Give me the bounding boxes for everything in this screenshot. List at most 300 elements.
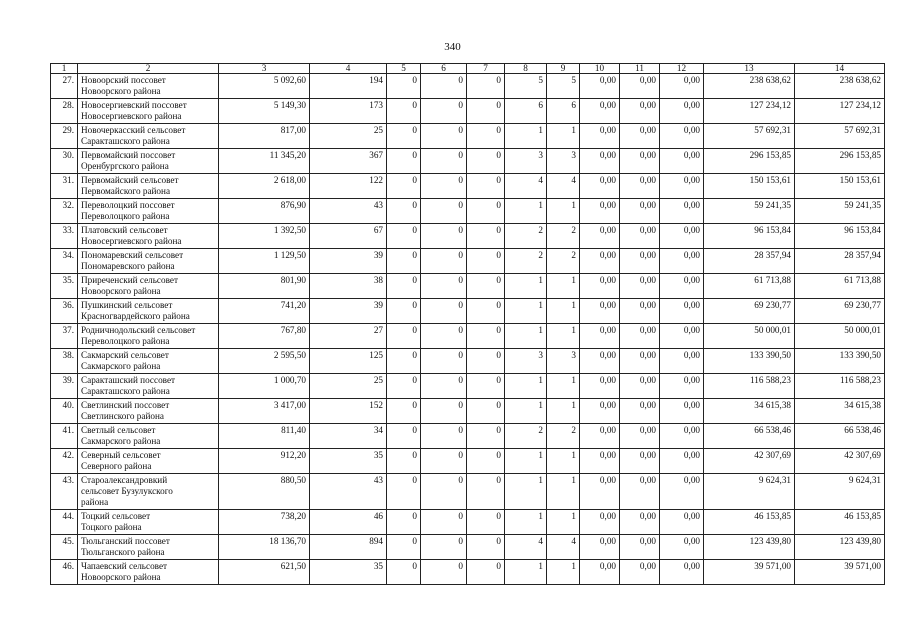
cell-c14: 61 713,88 (795, 274, 885, 299)
cell-c8: 4 (505, 535, 547, 560)
cell-c7: 0 (467, 249, 505, 274)
cell-c12: 0,00 (660, 424, 704, 449)
settlement-name-line: Переволоцкого района (81, 211, 170, 221)
cell-c13: 9 624,31 (704, 474, 795, 510)
cell-c7: 0 (467, 99, 505, 124)
cell-c6: 0 (421, 199, 467, 224)
settlement-name-line: Родничнодольский сельсовет (81, 325, 196, 335)
table-row (51, 274, 885, 299)
cell-c3: 876,90 (219, 199, 310, 224)
cell-c14: 96 153,84 (795, 224, 885, 249)
cell-c13: 296 153,85 (704, 149, 795, 174)
cell-c6: 0 (421, 324, 467, 349)
column-header: 6 (421, 64, 467, 74)
settlement-name (78, 299, 219, 324)
table-row (51, 224, 885, 249)
cell-c9: 3 (547, 149, 580, 174)
cell-c9: 3 (547, 349, 580, 374)
settlement-name (78, 249, 219, 274)
settlement-name-line: Новоорский поссовет (81, 75, 166, 85)
cell-c13: 34 615,38 (704, 399, 795, 424)
cell-c7: 0 (467, 74, 505, 99)
row-number: 33. (51, 224, 78, 249)
cell-c8: 1 (505, 449, 547, 474)
cell-c7: 0 (467, 274, 505, 299)
cell-c6: 0 (421, 449, 467, 474)
cell-c3: 1 392,50 (219, 224, 310, 249)
cell-c11: 0,00 (620, 399, 660, 424)
cell-c5: 0 (387, 474, 421, 510)
cell-c13: 69 230,77 (704, 299, 795, 324)
settlement-name (78, 560, 219, 585)
cell-c7: 0 (467, 149, 505, 174)
cell-c8: 5 (505, 74, 547, 99)
settlement-name-line: Первомайский поссовет (81, 150, 176, 160)
row-number: 40. (51, 399, 78, 424)
settlement-name-line: Новоорского района (81, 86, 161, 96)
row-number: 39. (51, 374, 78, 399)
cell-c8: 2 (505, 224, 547, 249)
cell-c7: 0 (467, 424, 505, 449)
table-row (51, 424, 885, 449)
settlement-name-line: Саракташский поссовет (81, 375, 176, 385)
cell-c5: 0 (387, 560, 421, 585)
cell-c8: 4 (505, 174, 547, 199)
cell-c8: 1 (505, 299, 547, 324)
cell-c14: 133 390,50 (795, 349, 885, 374)
cell-c13: 28 357,94 (704, 249, 795, 274)
cell-c4: 39 (310, 249, 387, 274)
cell-c3: 738,20 (219, 510, 310, 535)
cell-c5: 0 (387, 349, 421, 374)
table-row (51, 74, 885, 99)
settlement-name-line: Тоцкого района (81, 522, 142, 532)
cell-c12: 0,00 (660, 510, 704, 535)
settlement-name (78, 149, 219, 174)
cell-c14: 123 439,80 (795, 535, 885, 560)
settlement-name-line: Северного района (81, 461, 152, 471)
cell-c10: 0,00 (580, 399, 620, 424)
cell-c3: 880,50 (219, 474, 310, 510)
cell-c11: 0,00 (620, 174, 660, 199)
cell-c12: 0,00 (660, 399, 704, 424)
settlement-name-line: Саракташского района (81, 136, 170, 146)
settlement-name-line: Новосергиевского района (81, 111, 182, 121)
settlement-name-line: района (81, 497, 109, 507)
settlement-name (78, 74, 219, 99)
table-row (51, 399, 885, 424)
cell-c14: 59 241,35 (795, 199, 885, 224)
cell-c10: 0,00 (580, 274, 620, 299)
settlement-name-line: Платовский сельсовет (81, 225, 168, 235)
settlement-name (78, 324, 219, 349)
cell-c13: 238 638,62 (704, 74, 795, 99)
cell-c4: 34 (310, 424, 387, 449)
cell-c8: 6 (505, 99, 547, 124)
cell-c12: 0,00 (660, 474, 704, 510)
cell-c8: 1 (505, 474, 547, 510)
cell-c9: 1 (547, 560, 580, 585)
cell-c12: 0,00 (660, 560, 704, 585)
cell-c12: 0,00 (660, 174, 704, 199)
settlement-name (78, 274, 219, 299)
cell-c12: 0,00 (660, 349, 704, 374)
settlement-name-line: Староалександровкий (81, 475, 168, 485)
cell-c6: 0 (421, 249, 467, 274)
column-header: 1 (51, 64, 78, 74)
table-row (51, 324, 885, 349)
cell-c12: 0,00 (660, 124, 704, 149)
cell-c13: 59 241,35 (704, 199, 795, 224)
settlement-name (78, 510, 219, 535)
settlement-name-line: Сакмарского района (81, 436, 161, 446)
cell-c9: 1 (547, 324, 580, 349)
cell-c5: 0 (387, 399, 421, 424)
cell-c11: 0,00 (620, 535, 660, 560)
cell-c12: 0,00 (660, 299, 704, 324)
cell-c5: 0 (387, 149, 421, 174)
cell-c5: 0 (387, 535, 421, 560)
settlement-name (78, 224, 219, 249)
cell-c4: 39 (310, 299, 387, 324)
cell-c7: 0 (467, 449, 505, 474)
cell-c8: 1 (505, 399, 547, 424)
column-header: 13 (704, 64, 795, 74)
cell-c10: 0,00 (580, 474, 620, 510)
cell-c9: 2 (547, 224, 580, 249)
settlement-name-line: Новоорского района (81, 572, 161, 582)
cell-c9: 1 (547, 299, 580, 324)
settlement-name (78, 374, 219, 399)
table-row (51, 560, 885, 585)
cell-c11: 0,00 (620, 474, 660, 510)
cell-c3: 801,90 (219, 274, 310, 299)
cell-c11: 0,00 (620, 510, 660, 535)
table-body (51, 74, 885, 585)
settlement-name-line: Красногвардейского района (81, 311, 190, 321)
cell-c14: 34 615,38 (795, 399, 885, 424)
cell-c4: 194 (310, 74, 387, 99)
cell-c3: 741,20 (219, 299, 310, 324)
settlement-name (78, 449, 219, 474)
cell-c5: 0 (387, 510, 421, 535)
cell-c8: 2 (505, 249, 547, 274)
table-row (51, 474, 885, 510)
cell-c4: 173 (310, 99, 387, 124)
column-header: 4 (310, 64, 387, 74)
cell-c14: 57 692,31 (795, 124, 885, 149)
row-number: 27. (51, 74, 78, 99)
column-header: 12 (660, 64, 704, 74)
cell-c5: 0 (387, 99, 421, 124)
row-number: 38. (51, 349, 78, 374)
row-number: 32. (51, 199, 78, 224)
cell-c10: 0,00 (580, 535, 620, 560)
cell-c12: 0,00 (660, 374, 704, 399)
cell-c5: 0 (387, 124, 421, 149)
settlement-name (78, 349, 219, 374)
cell-c8: 1 (505, 560, 547, 585)
cell-c6: 0 (421, 510, 467, 535)
cell-c9: 1 (547, 124, 580, 149)
cell-c7: 0 (467, 474, 505, 510)
cell-c7: 0 (467, 124, 505, 149)
table-row (51, 249, 885, 274)
cell-c6: 0 (421, 535, 467, 560)
settlement-name (78, 424, 219, 449)
row-number: 46. (51, 560, 78, 585)
cell-c9: 4 (547, 535, 580, 560)
settlement-name (78, 124, 219, 149)
row-number: 44. (51, 510, 78, 535)
column-header: 3 (219, 64, 310, 74)
column-header: 5 (387, 64, 421, 74)
cell-c7: 0 (467, 199, 505, 224)
cell-c10: 0,00 (580, 124, 620, 149)
cell-c4: 43 (310, 199, 387, 224)
cell-c13: 116 588,23 (704, 374, 795, 399)
cell-c14: 296 153,85 (795, 149, 885, 174)
cell-c10: 0,00 (580, 324, 620, 349)
settlement-name-line: Новоорского района (81, 286, 161, 296)
cell-c4: 43 (310, 474, 387, 510)
cell-c13: 133 390,50 (704, 349, 795, 374)
cell-c12: 0,00 (660, 149, 704, 174)
cell-c14: 39 571,00 (795, 560, 885, 585)
cell-c11: 0,00 (620, 560, 660, 585)
settlement-name (78, 199, 219, 224)
cell-c6: 0 (421, 374, 467, 399)
table-row (51, 174, 885, 199)
settlement-name-line: Светлый сельсовет (81, 425, 156, 435)
cell-c3: 912,20 (219, 449, 310, 474)
cell-c9: 2 (547, 424, 580, 449)
cell-c9: 1 (547, 510, 580, 535)
cell-c9: 1 (547, 449, 580, 474)
row-number: 41. (51, 424, 78, 449)
cell-c14: 238 638,62 (795, 74, 885, 99)
settlement-name-line: Пономаревский сельсовет (81, 250, 184, 260)
settlement-name-line: Светлинский поссовет (81, 400, 170, 410)
cell-c8: 1 (505, 510, 547, 535)
cell-c4: 25 (310, 124, 387, 149)
page-number: 340 (444, 41, 461, 53)
cell-c14: 50 000,01 (795, 324, 885, 349)
cell-c6: 0 (421, 274, 467, 299)
cell-c11: 0,00 (620, 74, 660, 99)
row-number: 30. (51, 149, 78, 174)
table-row (51, 99, 885, 124)
cell-c5: 0 (387, 299, 421, 324)
cell-c8: 3 (505, 349, 547, 374)
cell-c13: 50 000,01 (704, 324, 795, 349)
settlement-name-line: Первомайского района (81, 186, 171, 196)
cell-c13: 42 307,69 (704, 449, 795, 474)
cell-c10: 0,00 (580, 449, 620, 474)
cell-c11: 0,00 (620, 449, 660, 474)
cell-c6: 0 (421, 99, 467, 124)
settlement-name-line: Чапаевский сельсовет (81, 561, 168, 571)
table-row (51, 124, 885, 149)
cell-c10: 0,00 (580, 199, 620, 224)
cell-c8: 1 (505, 274, 547, 299)
cell-c11: 0,00 (620, 349, 660, 374)
cell-c3: 767,80 (219, 324, 310, 349)
cell-c12: 0,00 (660, 99, 704, 124)
cell-c4: 152 (310, 399, 387, 424)
cell-c14: 116 588,23 (795, 374, 885, 399)
cell-c11: 0,00 (620, 99, 660, 124)
cell-c4: 38 (310, 274, 387, 299)
cell-c11: 0,00 (620, 299, 660, 324)
settlement-name-line: Первомайский сельсовет (81, 175, 179, 185)
row-number: 35. (51, 274, 78, 299)
cell-c5: 0 (387, 224, 421, 249)
cell-c4: 25 (310, 374, 387, 399)
cell-c6: 0 (421, 299, 467, 324)
cell-c11: 0,00 (620, 424, 660, 449)
table-row (51, 535, 885, 560)
settlement-name-line: Новочеркасский сельсовет (81, 125, 186, 135)
cell-c5: 0 (387, 324, 421, 349)
cell-c14: 42 307,69 (795, 449, 885, 474)
column-header: 9 (547, 64, 580, 74)
cell-c14: 69 230,77 (795, 299, 885, 324)
cell-c7: 0 (467, 374, 505, 399)
cell-c6: 0 (421, 474, 467, 510)
cell-c9: 1 (547, 374, 580, 399)
cell-c10: 0,00 (580, 174, 620, 199)
cell-c5: 0 (387, 274, 421, 299)
cell-c6: 0 (421, 424, 467, 449)
cell-c12: 0,00 (660, 224, 704, 249)
settlement-name-line: Саракташского района (81, 386, 170, 396)
table-row (51, 374, 885, 399)
cell-c10: 0,00 (580, 249, 620, 274)
cell-c10: 0,00 (580, 149, 620, 174)
cell-c9: 1 (547, 399, 580, 424)
cell-c4: 67 (310, 224, 387, 249)
column-header: 7 (467, 64, 505, 74)
settlement-name (78, 99, 219, 124)
cell-c12: 0,00 (660, 199, 704, 224)
cell-c13: 61 713,88 (704, 274, 795, 299)
cell-c5: 0 (387, 449, 421, 474)
cell-c11: 0,00 (620, 124, 660, 149)
cell-c13: 66 538,46 (704, 424, 795, 449)
row-number: 34. (51, 249, 78, 274)
header-row (51, 64, 885, 74)
cell-c11: 0,00 (620, 249, 660, 274)
cell-c13: 39 571,00 (704, 560, 795, 585)
cell-c7: 0 (467, 399, 505, 424)
cell-c10: 0,00 (580, 349, 620, 374)
cell-c4: 894 (310, 535, 387, 560)
cell-c6: 0 (421, 349, 467, 374)
cell-c11: 0,00 (620, 274, 660, 299)
row-number: 45. (51, 535, 78, 560)
cell-c11: 0,00 (620, 199, 660, 224)
cell-c10: 0,00 (580, 224, 620, 249)
cell-c11: 0,00 (620, 324, 660, 349)
settlement-name-line: Сакмарского района (81, 361, 161, 371)
cell-c7: 0 (467, 349, 505, 374)
cell-c7: 0 (467, 560, 505, 585)
cell-c3: 817,00 (219, 124, 310, 149)
settlement-name-line: Новосергиевский поссовет (81, 100, 187, 110)
cell-c13: 57 692,31 (704, 124, 795, 149)
settlement-name-line: Тюльганский поссовет (81, 536, 170, 546)
cell-c4: 122 (310, 174, 387, 199)
table-row (51, 510, 885, 535)
cell-c13: 150 153,61 (704, 174, 795, 199)
cell-c12: 0,00 (660, 324, 704, 349)
cell-c6: 0 (421, 560, 467, 585)
cell-c6: 0 (421, 174, 467, 199)
cell-c9: 5 (547, 74, 580, 99)
column-header: 8 (505, 64, 547, 74)
cell-c5: 0 (387, 199, 421, 224)
settlement-name-line: Тюльганского района (81, 547, 165, 557)
cell-c9: 6 (547, 99, 580, 124)
cell-c13: 123 439,80 (704, 535, 795, 560)
cell-c5: 0 (387, 374, 421, 399)
cell-c10: 0,00 (580, 560, 620, 585)
column-header: 2 (78, 64, 219, 74)
cell-c3: 2 618,00 (219, 174, 310, 199)
settlement-name-line: Оренбургского района (81, 161, 169, 171)
cell-c9: 1 (547, 274, 580, 299)
cell-c7: 0 (467, 510, 505, 535)
settlement-name-line: Новосергиевского района (81, 236, 182, 246)
cell-c3: 5 092,60 (219, 74, 310, 99)
cell-c7: 0 (467, 324, 505, 349)
cell-c3: 18 136,70 (219, 535, 310, 560)
cell-c6: 0 (421, 224, 467, 249)
row-number: 29. (51, 124, 78, 149)
cell-c3: 621,50 (219, 560, 310, 585)
cell-c13: 96 153,84 (704, 224, 795, 249)
cell-c8: 1 (505, 324, 547, 349)
cell-c12: 0,00 (660, 249, 704, 274)
cell-c4: 35 (310, 560, 387, 585)
settlement-name (78, 535, 219, 560)
settlement-name-line: Светлинского района (81, 411, 164, 421)
settlement-name (78, 399, 219, 424)
cell-c8: 3 (505, 149, 547, 174)
cell-c10: 0,00 (580, 424, 620, 449)
cell-c5: 0 (387, 74, 421, 99)
data-table (50, 63, 885, 585)
settlement-name-line: Переволоцкий поссовет (81, 200, 175, 210)
row-number: 31. (51, 174, 78, 199)
cell-c14: 28 357,94 (795, 249, 885, 274)
cell-c6: 0 (421, 124, 467, 149)
cell-c7: 0 (467, 224, 505, 249)
column-header: 14 (795, 64, 885, 74)
cell-c3: 1 129,50 (219, 249, 310, 274)
cell-c9: 1 (547, 199, 580, 224)
cell-c14: 46 153,85 (795, 510, 885, 535)
cell-c9: 4 (547, 174, 580, 199)
cell-c4: 27 (310, 324, 387, 349)
settlement-name (78, 174, 219, 199)
column-header: 10 (580, 64, 620, 74)
row-number: 36. (51, 299, 78, 324)
cell-c8: 1 (505, 199, 547, 224)
cell-c3: 11 345,20 (219, 149, 310, 174)
cell-c6: 0 (421, 149, 467, 174)
